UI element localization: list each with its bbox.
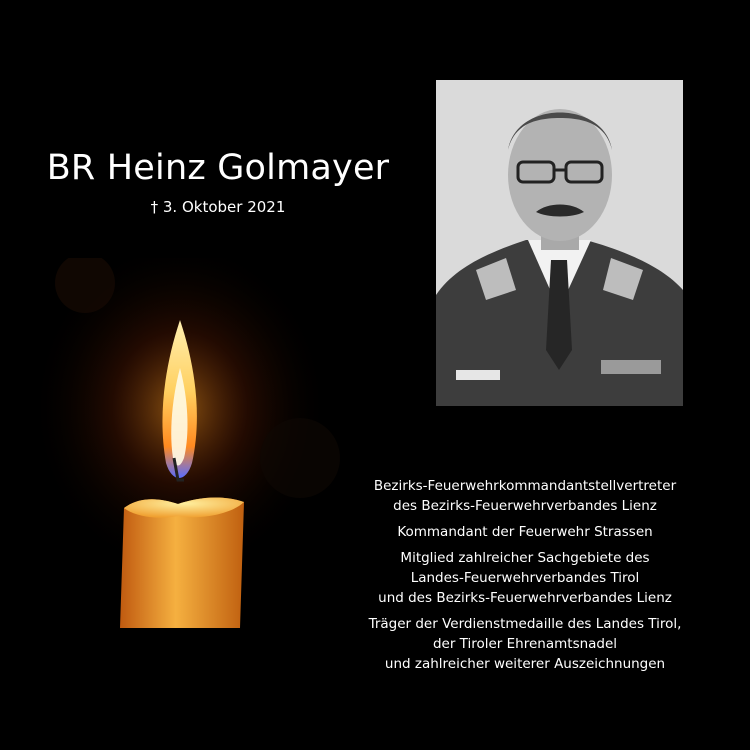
biography-text — [360, 476, 690, 680]
role-line: Träger der Verdienstmedaille des Landes Tirol, — [368, 616, 682, 632]
role-line: Landes-Feuerwehrverbandes Tirol — [410, 570, 640, 586]
role-line: Bezirks-Feuerwehrkommandantstellvertreter — [373, 478, 677, 494]
portrait-photo — [436, 80, 683, 406]
role-line: und zahlreicher weiterer Auszeichnungen — [384, 656, 666, 672]
role-line: Mitglied zahlreicher Sachgebiete des — [400, 550, 650, 566]
role-member — [360, 548, 690, 608]
role-vice-commander — [360, 476, 690, 516]
death-date: † 3. Oktober 2021 — [150, 198, 286, 216]
role-line: und des Bezirks-Feuerwehrverbandes Lienz — [378, 590, 672, 606]
role-line: der Tiroler Ehrenamtsnadel — [432, 636, 618, 652]
memorial-title: BR Heinz Golmayer — [46, 148, 390, 188]
role-commander — [360, 522, 690, 542]
role-line: Kommandant der Feuerwehr Strassen — [397, 524, 653, 540]
role-awards — [360, 614, 690, 674]
candle-illustration — [0, 258, 360, 638]
role-line: des Bezirks-Feuerwehrverbandes Lienz — [393, 498, 657, 514]
portrait-illustration — [436, 80, 683, 406]
candle-image — [0, 258, 360, 638]
